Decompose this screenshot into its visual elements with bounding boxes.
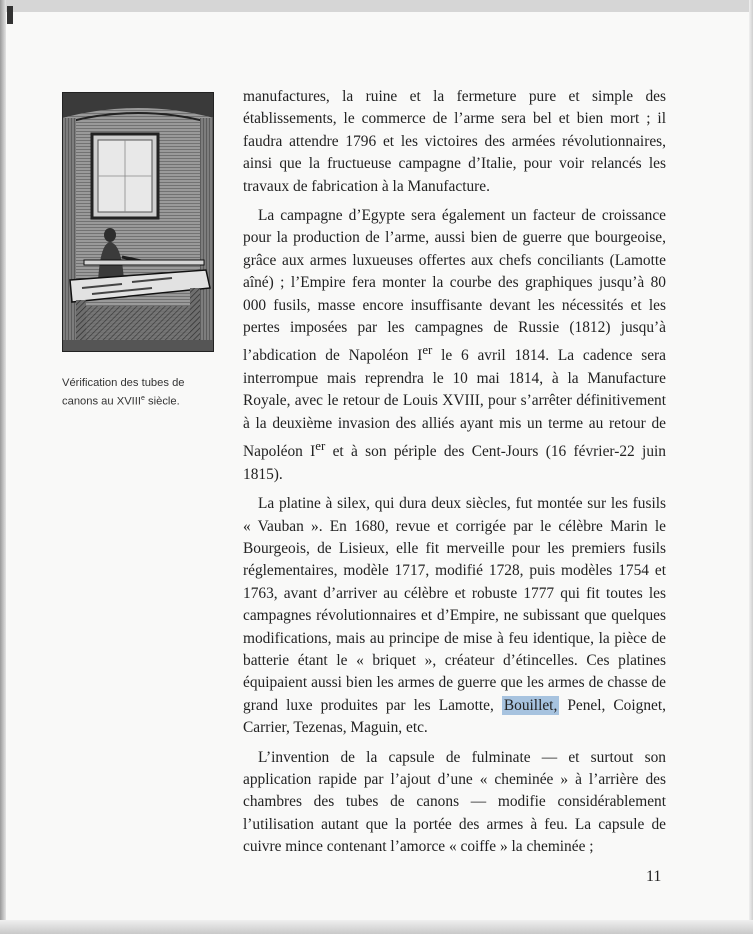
paragraph-3-part-a: La platine à silex, qui dura deux siècles, fut montée sur les fusils « Vauban ». En 1680, revue et corrigée par le célèbre Marin le Bourgeois, de Lisieux, elle fit merveille pour les premiers fusils réglementaires, modèle 1717, modifié 1728, puis modèles 1754 et 1763, avant d’arriver au célèbre et robuste 1777 qui fit toutes les campagnes révolutionnaires et d’Empire, ne subissant que quelques modifications, mais au principe de mise à feu identique, la pièce de batterie étant le « briquet », créateur d’étincelles. Ces platines équipaient aussi bien les armes de guerre que les armes de chasse de grand luxe produites par les Lamotte,	[243, 495, 666, 714]
engraving-illustration	[62, 92, 214, 352]
page-number: 11	[646, 868, 662, 885]
paragraph-2-part-b: le 6 avril 1814. La cadence sera interrompue mais reprendra le 10 mai 1814, à la Manufacture Royale, avec le retour de Louis XVIII, pour s’arrêter définitivement à la deuxième invasion des alliés ayant mis un terme au retour de Napoléon I	[243, 347, 666, 461]
scan-corner-mark	[7, 6, 13, 24]
caption-line-2-start: canons au XVIII	[62, 395, 141, 408]
scan-edge-left	[0, 0, 6, 934]
paragraph-2-part-c: et à son périple des Cent-Jours (16 février-22 juin 1815).	[243, 443, 666, 483]
scan-edge-top	[0, 0, 753, 12]
caption-line-1: Vérification des tubes de	[62, 377, 185, 389]
caption-line-2-end: siècle.	[144, 395, 180, 408]
superscript-er-2: er	[315, 439, 326, 454]
caption-superscript: e	[141, 395, 145, 402]
paragraph-3-part-b: Penel, Coignet, Carrier, Tezenas, Maguin, etc.	[243, 696, 666, 737]
scan-edge-bottom	[0, 920, 753, 934]
figure-caption	[62, 376, 212, 410]
paragraph-4: L’invention de la capsule de fulminate — et surtout son application rapide par l’ajout d’une « cheminée » à l’arrière des chambres des tubes de canons — modifie considérablement l’utilisation autant que la portée des armes à feu. La capsule de cuivre mince contenant l’amorce « coiffe » la cheminée ;	[243, 748, 666, 856]
paragraph-3	[243, 493, 666, 739]
body-text-column	[243, 86, 666, 866]
scan-edge-right	[749, 0, 753, 934]
highlighted-word-bouillet[interactable]: Bouillet,	[503, 696, 558, 714]
paragraph-2-part-a: La campagne d’Egypte sera également un facteur de croissance pour la production de l’arme, aussi bien de guerre que bourgeoise, grâce aux armes luxueuses offertes aux chefs conciliants (Lamotte aîné) ; l’Empire fera monter la courbe des graphiques jusqu’à 80 000 fusils, masse encore insuffisante devant les nécessités et les pertes imposées par les campagnes de Russie (1812) jusqu’à l’abdication de Napoléon I	[243, 207, 666, 365]
superscript-er-1: er	[422, 343, 433, 358]
paragraph-1: manufactures, la ruine et la fermeture pure et simple des établissements, le commerce de l’arme sera bel et bien mort ; il faudra attendre 1796 et les victoires des armées révolutionnaires, ainsi que la fructueuse campagne d’Italie, pour voir relancés les travaux de fabrication à la Manufacture.	[243, 88, 666, 195]
paragraph-2	[243, 205, 666, 486]
